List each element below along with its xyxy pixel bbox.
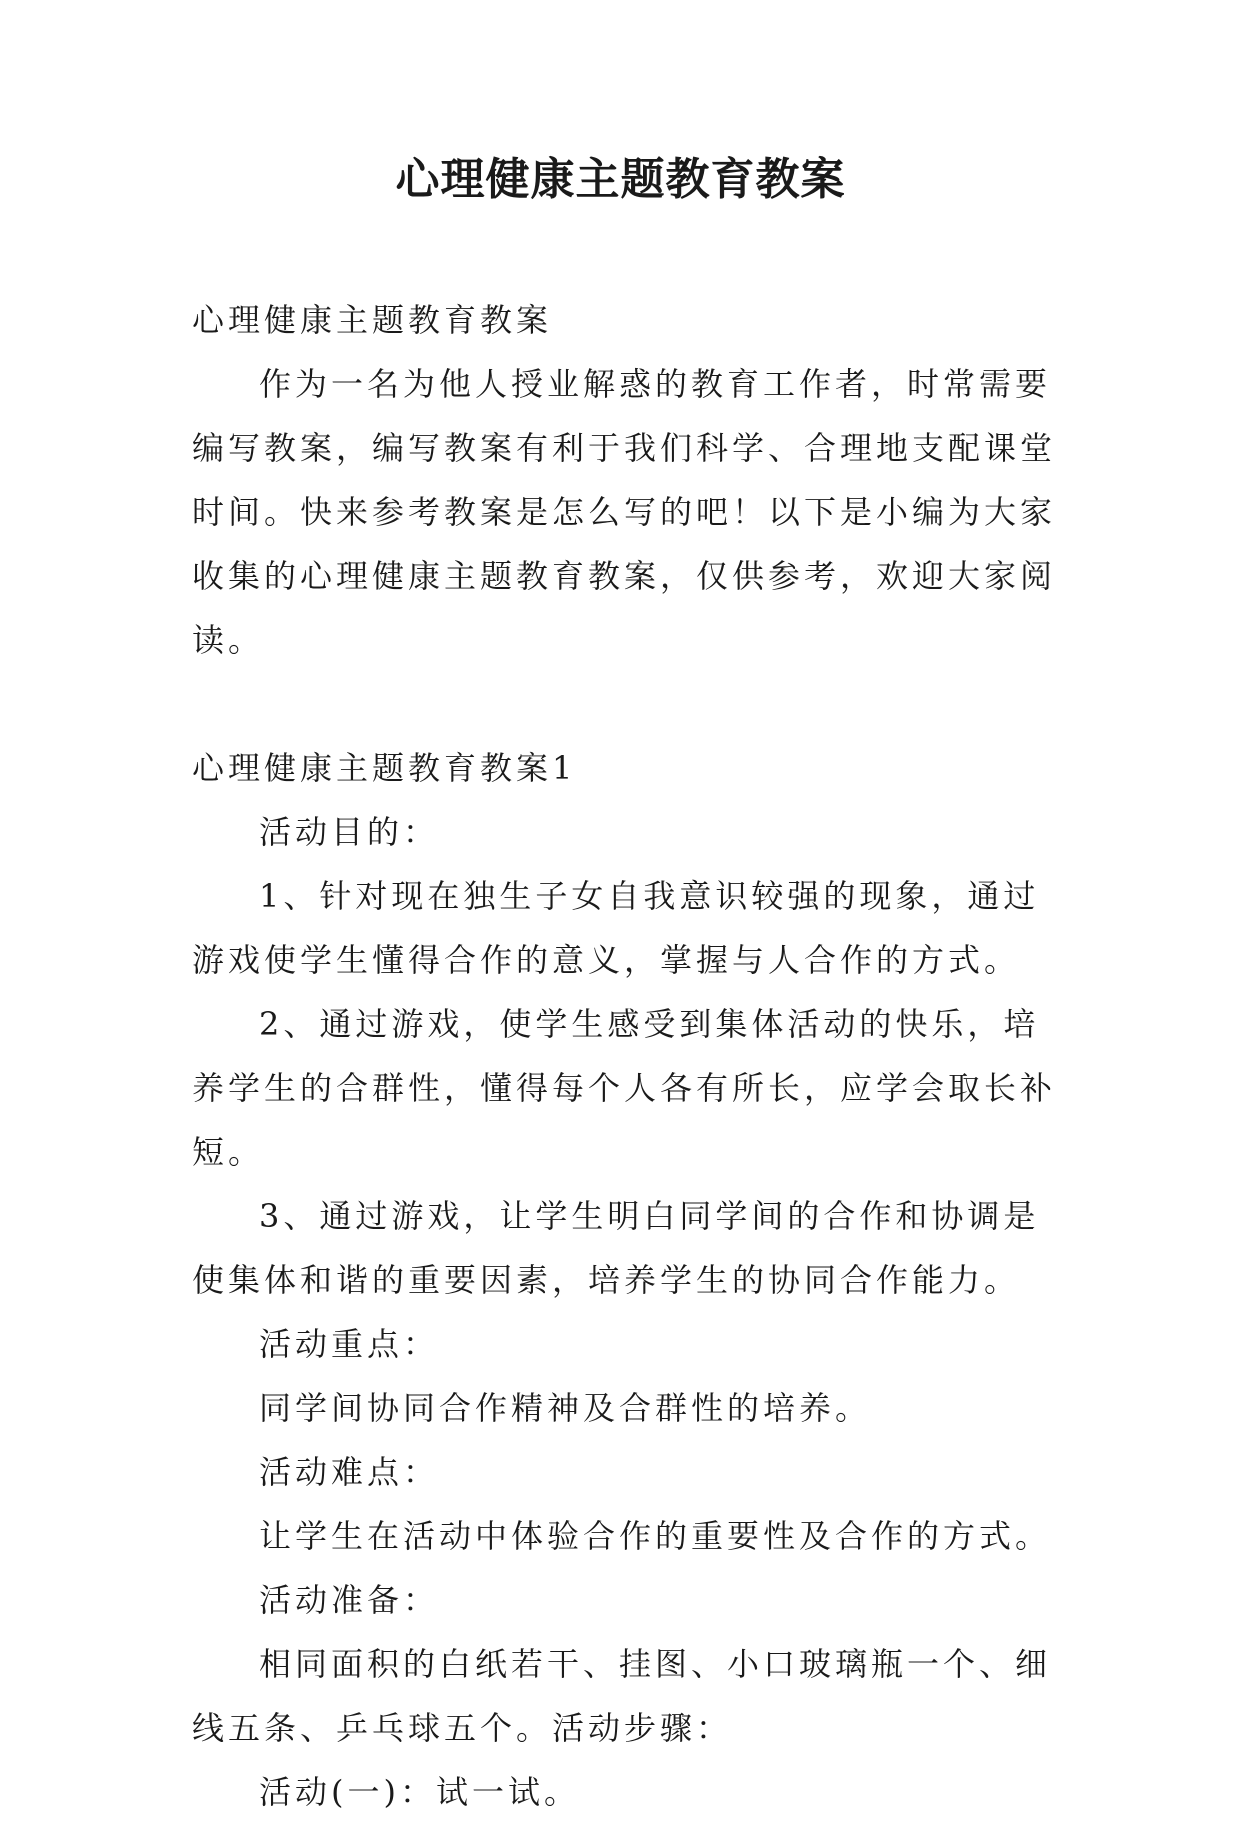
- preparation-label: 活动准备：: [259, 1581, 440, 1619]
- document-body: [192, 288, 1072, 1824]
- section-spacer: [192, 672, 1072, 736]
- objective-1: 1、针对现在独生子女自我意识较强的现象，通过游戏使学生懂得合作的意义，掌握与人合作的方式。: [192, 877, 1040, 979]
- objective-2: 2、通过游戏，使学生感受到集体活动的快乐，培养学生的合群性，懂得每个人各有所长，应学会取长补短。: [192, 1005, 1057, 1171]
- subtitle-line: 心理健康主题教育教案: [192, 301, 553, 339]
- objectives-label: 活动目的：: [259, 813, 440, 851]
- objective-3: 3、通过游戏，让学生明白同学间的合作和协调是使集体和谐的重要因素，培养学生的协同合作能力。: [192, 1197, 1040, 1299]
- focus-text: 同学间协同合作精神及合群性的培养。: [259, 1389, 872, 1427]
- activity-1-heading: 活动(一)：试一试。: [259, 1773, 580, 1811]
- document-title: 心理健康主题教育教案: [395, 154, 846, 205]
- focus-label: 活动重点：: [259, 1325, 440, 1363]
- preparation-text: 相同面积的白纸若干、挂图、小口玻璃瓶一个、细线五条、乒乓球五个。活动步骤：: [192, 1645, 1052, 1747]
- difficulty-label: 活动难点：: [259, 1453, 440, 1491]
- difficulty-text: 让学生在活动中体验合作的重要性及合作的方式。: [259, 1517, 1052, 1555]
- intro-paragraph: 作为一名为他人授业解惑的教育工作者，时常需要编写教案，编写教案有利于我们科学、合理地支配课堂时间。快来参考教案是怎么写的吧！以下是小编为大家收集的心理健康主题教育教案，仅供参考，欢迎大家阅读。: [192, 365, 1057, 659]
- section-heading: 心理健康主题教育教案1: [192, 749, 577, 787]
